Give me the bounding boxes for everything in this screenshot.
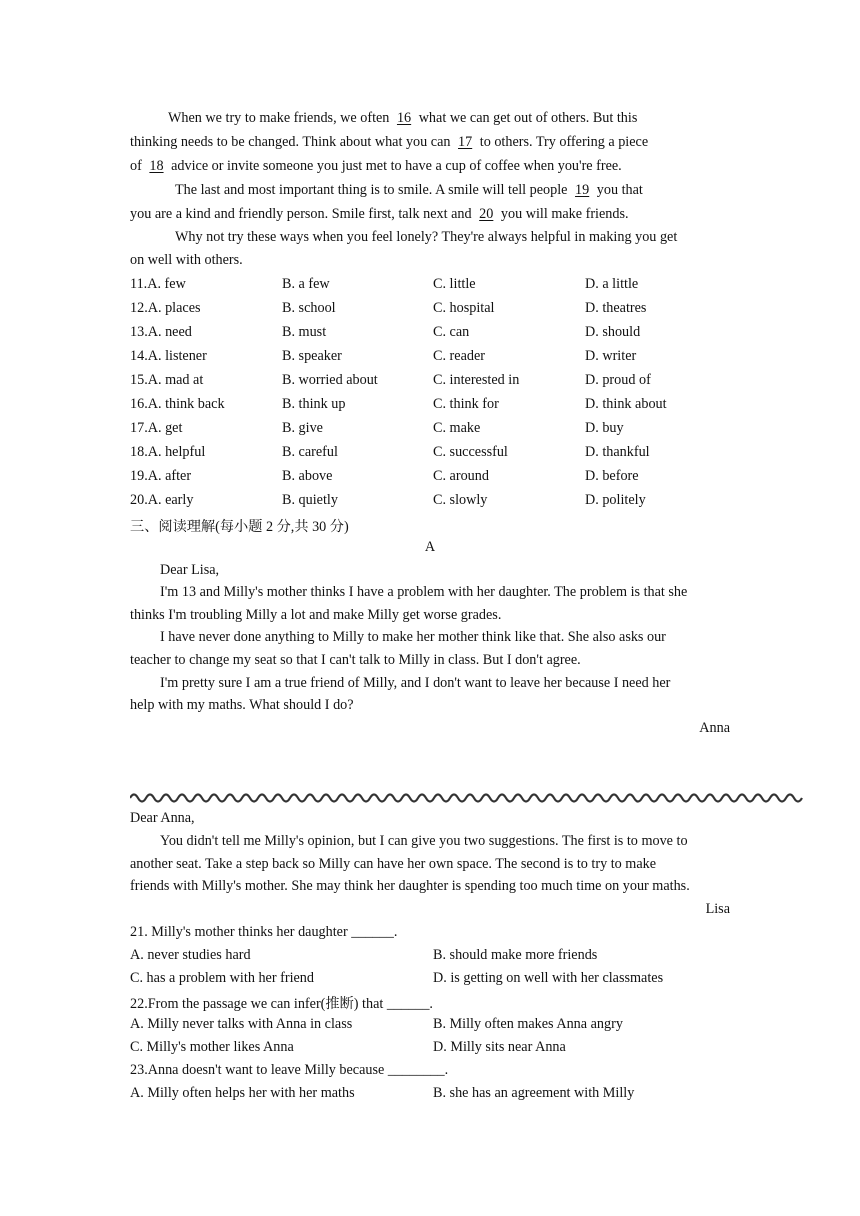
- blank-19: 19: [575, 182, 590, 198]
- letter2-line: friends with Milly's mother. She may think her daughter is spending too much time on your maths.: [130, 878, 690, 894]
- option-b: B. worried about: [282, 372, 378, 388]
- letter1-line: I have never done anything to Milly to make her mother think like that. She also asks our: [160, 629, 666, 645]
- option-b: B. quietly: [282, 492, 338, 508]
- passage-line-1: [168, 110, 637, 127]
- passage-line-6: Why not try these ways when you feel lonely? They're always helpful in making you get: [175, 229, 678, 245]
- passage-text: you that: [596, 182, 643, 198]
- option-d: D. buy: [585, 420, 624, 436]
- passage-text: The last and most important thing is to smile. A smile will tell people: [175, 182, 568, 198]
- q21-option-a: A. never studies hard: [130, 947, 251, 963]
- option-b: B. think up: [282, 396, 346, 412]
- option-b: B. give: [282, 420, 323, 436]
- q23-option-a: A. Milly often helps her with her maths: [130, 1085, 355, 1101]
- option-c: C. little: [433, 276, 476, 292]
- passage-text: you are a kind and friendly person. Smile first, talk next and: [130, 206, 472, 222]
- option-c: C. slowly: [433, 492, 488, 508]
- letter2-line: You didn't tell me Milly's opinion, but I can give you two suggestions. The first is to move to: [160, 833, 688, 849]
- q22-option-c: C. Milly's mother likes Anna: [130, 1039, 294, 1055]
- option-d: D. writer: [585, 348, 637, 364]
- option-b: B. must: [282, 324, 327, 340]
- passage-text: of: [130, 158, 142, 174]
- option-a: 19.A. after: [130, 468, 192, 484]
- option-c: C. successful: [433, 444, 508, 460]
- q22-option-d: D. Milly sits near Anna: [433, 1039, 566, 1055]
- option-a: 18.A. helpful: [130, 444, 206, 460]
- option-a: 14.A. listener: [130, 348, 207, 364]
- option-c: C. make: [433, 420, 481, 436]
- option-a: 17.A. get: [130, 420, 183, 436]
- option-d: D. think about: [585, 396, 667, 412]
- option-a: 20.A. early: [130, 492, 194, 508]
- question-22: 22.From the passage we can infer(推断) that ______.: [130, 996, 433, 1012]
- option-d: D. theatres: [585, 300, 647, 316]
- part-label: A: [424, 539, 436, 555]
- q21-option-d: D. is getting on well with her classmates: [433, 970, 664, 986]
- q22-option-b: B. Milly often makes Anna angry: [433, 1016, 623, 1032]
- letter1-line: thinks I'm troubling Milly a lot and make Milly get worse grades.: [130, 607, 502, 623]
- option-b: B. above: [282, 468, 333, 484]
- passage-text: advice or invite someone you just met to have a cup of coffee when you're free.: [171, 158, 622, 174]
- option-c: C. around: [433, 468, 489, 484]
- passage-line-2: [130, 134, 648, 151]
- passage-line-5: [130, 206, 629, 223]
- question-21: 21. Milly's mother thinks her daughter ______.: [130, 924, 398, 940]
- letter2-line: another seat. Take a step back so Milly can have her own space. The second is to try to make: [130, 856, 657, 872]
- letter2-signature: Lisa: [705, 901, 730, 917]
- blank-17: 17: [458, 134, 473, 150]
- q21-option-c: C. has a problem with her friend: [130, 970, 314, 986]
- passage-text: to others. Try offering a piece: [479, 134, 649, 150]
- blank-16: 16: [396, 110, 412, 126]
- letter1-line: I'm pretty sure I am a true friend of Milly, and I don't want to leave her because I need her: [160, 675, 671, 691]
- option-a: 16.A. think back: [130, 396, 225, 412]
- passage-text: what we can get out of others. But this: [418, 110, 638, 126]
- letter1-greeting: Dear Lisa,: [160, 562, 220, 578]
- option-d: D. thankful: [585, 444, 650, 460]
- passage-text: When we try to make friends, we often: [168, 110, 390, 126]
- letter2-greeting: Dear Anna,: [130, 810, 195, 826]
- option-b: B. school: [282, 300, 336, 316]
- option-d: D. politely: [585, 492, 646, 508]
- option-a: 15.A. mad at: [130, 372, 204, 388]
- option-a: 11.A. few: [130, 276, 186, 292]
- letter1-line: help with my maths. What should I do?: [130, 697, 354, 713]
- passage-text: you will make friends.: [500, 206, 629, 222]
- question-23: 23.Anna doesn't want to leave Milly because ________.: [130, 1062, 449, 1078]
- passage-line-3: [130, 158, 622, 175]
- letter1-signature: Anna: [699, 720, 730, 736]
- option-b: B. a few: [282, 276, 330, 292]
- option-d: D. before: [585, 468, 639, 484]
- wavy-separator: [130, 789, 806, 805]
- passage-line-7: on well with others.: [130, 252, 243, 268]
- option-a: 13.A. need: [130, 324, 192, 340]
- passage-text: thinking needs to be changed. Think about what you can: [130, 134, 451, 150]
- q21-option-b: B. should make more friends: [433, 947, 598, 963]
- option-c: C. think for: [433, 396, 499, 412]
- option-b: B. speaker: [282, 348, 342, 364]
- option-d: D. should: [585, 324, 641, 340]
- option-a: 12.A. places: [130, 300, 201, 316]
- q23-option-b: B. she has an agreement with Milly: [433, 1085, 635, 1101]
- letter1-line: teacher to change my seat so that I can't talk to Milly in class. But I don't agree.: [130, 652, 581, 668]
- option-c: C. reader: [433, 348, 485, 364]
- letter1-line: I'm 13 and Milly's mother thinks I have a problem with her daughter. The problem is that she: [160, 584, 688, 600]
- blank-18: 18: [149, 158, 164, 174]
- option-d: D. a little: [585, 276, 639, 292]
- passage-line-4: [175, 182, 643, 199]
- option-b: B. careful: [282, 444, 338, 460]
- option-d: D. proud of: [585, 372, 651, 388]
- option-c: C. hospital: [433, 300, 495, 316]
- section-heading: 三、阅读理解(每小题 2 分,共 30 分): [130, 519, 349, 535]
- blank-20: 20: [479, 206, 494, 222]
- q22-option-a: A. Milly never talks with Anna in class: [130, 1016, 353, 1032]
- option-c: C. can: [433, 324, 470, 340]
- option-c: C. interested in: [433, 372, 520, 388]
